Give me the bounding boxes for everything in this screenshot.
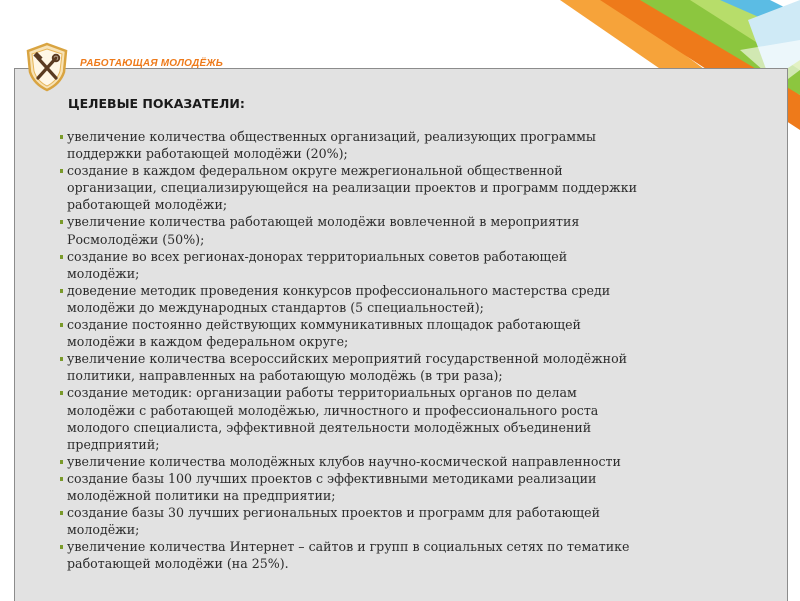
list-item-line: увеличение количества молодёжных клубов научно-космической направленности bbox=[67, 453, 621, 469]
list-item bbox=[60, 470, 760, 504]
wrench-hammer-shield-icon bbox=[24, 42, 70, 92]
list-item-line: создание во всех регионах-донорах территориальных советов работающей bbox=[67, 248, 568, 264]
list-item-line: предприятий; bbox=[67, 436, 160, 452]
bullet-icon bbox=[60, 460, 63, 464]
bullet-icon bbox=[60, 357, 63, 361]
list-item bbox=[60, 453, 760, 470]
list-item bbox=[60, 316, 760, 350]
list-item-line: доведение методик проведения конкурсов профессионального мастерства среди bbox=[67, 282, 611, 298]
list-item-line: молодёжи; bbox=[67, 265, 140, 281]
bullet-icon bbox=[60, 477, 63, 481]
list-item-line: поддержки работающей молодёжи (20%); bbox=[67, 146, 348, 162]
section-title: ЦЕЛЕВЫЕ ПОКАЗАТЕЛИ: bbox=[68, 96, 245, 111]
list-item-line: увеличение количества общественных организаций, реализующих программы bbox=[67, 129, 596, 144]
bullet-icon bbox=[60, 255, 63, 259]
list-item bbox=[60, 128, 760, 162]
list-item-line: увеличение количества всероссийских мероприятий государственной молодёжной bbox=[67, 351, 628, 367]
bullet-icon bbox=[60, 391, 63, 395]
list-item-line: Росмолодёжи (50%); bbox=[67, 231, 205, 247]
list-item-line: молодёжи до международных стандартов (5 специальностей); bbox=[67, 299, 484, 315]
list-item bbox=[60, 384, 760, 452]
list-item-line: работающей молодёжи; bbox=[67, 197, 228, 213]
bullet-icon bbox=[60, 135, 63, 139]
list-item-line: молодёжи в каждом федеральном округе; bbox=[67, 334, 349, 350]
list-item bbox=[60, 538, 760, 572]
list-item-line: молодого специалиста, эффективной деятельности молодёжных объединений bbox=[67, 419, 592, 435]
list-item-line: создание базы 30 лучших региональных проектов и программ для работающей bbox=[67, 505, 600, 521]
list-item bbox=[60, 162, 760, 213]
list-item-line: создание базы 100 лучших проектов с эффективными методиками реализации bbox=[67, 470, 597, 486]
list-item-line: молодёжной политики на предприятии; bbox=[67, 487, 336, 503]
list-item-line: организации, специализирующейся на реализации проектов и программ поддержки bbox=[67, 180, 637, 196]
bullet-icon bbox=[60, 545, 63, 549]
bullet-icon bbox=[60, 511, 63, 515]
list-item-line: создание постоянно действующих коммуникативных площадок работающей bbox=[67, 317, 581, 333]
list-item-line: увеличение количества работающей молодёжи вовлеченной в мероприятия bbox=[67, 214, 580, 230]
list-item-line: создание методик: организации работы территориальных органов по делам bbox=[67, 385, 577, 401]
list-item-line: политики, направленных на работающую молодёжь (в три раза); bbox=[67, 368, 503, 384]
list-item bbox=[60, 282, 760, 316]
list-item bbox=[60, 504, 760, 538]
target-indicators-list bbox=[60, 128, 760, 572]
list-item bbox=[60, 350, 760, 384]
list-item-line: работающей молодёжи (на 25%). bbox=[67, 556, 289, 572]
list-item-line: молодёжи с работающей молодёжью, личностного и профессионального роста bbox=[67, 402, 599, 418]
list-item-line: молодёжи; bbox=[67, 522, 140, 538]
list-item-line: увеличение количества Интернет – сайтов и групп в социальных сетях по тематике bbox=[67, 539, 630, 555]
bullet-icon bbox=[60, 169, 63, 173]
list-item-line: создание в каждом федеральном округе межрегиональной общественной bbox=[67, 163, 563, 179]
list-item bbox=[60, 213, 760, 247]
bullet-icon bbox=[60, 289, 63, 293]
bullet-icon bbox=[60, 323, 63, 327]
bullet-icon bbox=[60, 220, 63, 224]
list-item bbox=[60, 248, 760, 282]
header-title: РАБОТАЮЩАЯ МОЛОДЁЖЬ bbox=[80, 58, 224, 69]
